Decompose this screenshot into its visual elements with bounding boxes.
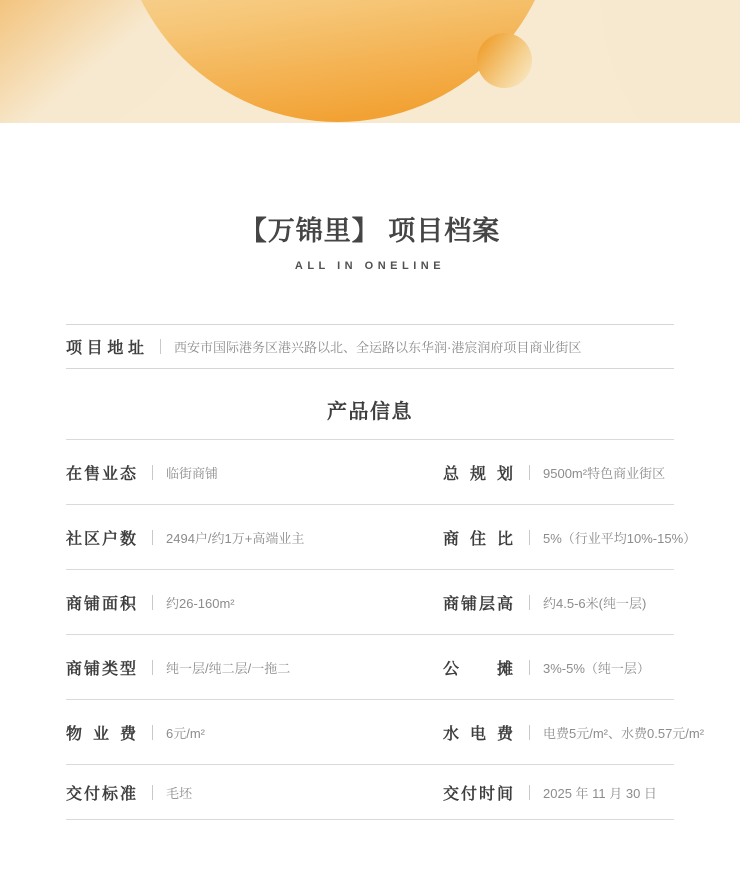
info-value: 约26-160m²: [166, 595, 235, 611]
info-row-delivery: [66, 764, 674, 820]
info-label: 总规划: [443, 465, 513, 483]
section-title: 产品信息: [327, 401, 413, 423]
info-label: 商铺类型: [66, 660, 136, 678]
info-cell: [443, 656, 674, 679]
field-divider: [529, 530, 530, 545]
info-cell: [443, 721, 705, 744]
page-subtitle: ALL IN ONELINE: [294, 260, 446, 272]
info-label: 物业费: [66, 725, 136, 743]
info-label: 交付标准: [66, 785, 136, 803]
field-divider: [529, 785, 530, 800]
address-row: [66, 324, 674, 369]
address-value: 西安市国际港务区港兴路以北、全运路以东华润·港宸润府项目商业街区: [174, 340, 582, 355]
info-cell: [66, 461, 443, 484]
field-divider: [152, 465, 153, 480]
info-label: 社区户数: [66, 530, 136, 548]
info-label: 水电费: [443, 725, 513, 743]
info-value: 约4.5-6米(纯一层): [543, 595, 647, 611]
page-title: 【万锦里】 项目档案: [239, 216, 501, 246]
info-cell: [66, 656, 443, 679]
address-divider: [160, 339, 161, 354]
field-divider: [152, 595, 153, 610]
field-divider: [529, 660, 530, 675]
info-value: 2025 年 11 月 30 日: [543, 785, 657, 801]
info-value: 6元/m²: [166, 725, 206, 741]
info-label: 商铺层高: [443, 595, 513, 613]
address-label: 项目地址: [66, 340, 144, 357]
info-value: 3%-5%（纯一层）: [543, 660, 650, 676]
banner-blob-right: [600, 0, 740, 123]
info-cell: [443, 461, 674, 484]
field-divider: [529, 465, 530, 480]
info-row-business: [66, 439, 674, 504]
info-cell: [443, 526, 697, 549]
info-value: 临街商铺: [166, 465, 219, 481]
info-row-area: [66, 569, 674, 634]
info-cell: [66, 781, 443, 804]
info-row-households: [66, 504, 697, 569]
info-label: 商住比: [443, 530, 513, 548]
info-row-type: [66, 634, 674, 699]
info-value: 电费5元/m²、水费0.57元/m²: [543, 725, 705, 741]
field-divider: [152, 530, 153, 545]
info-label: 在售业态: [66, 465, 136, 483]
info-table: [66, 439, 705, 820]
info-value: 毛坯: [166, 785, 193, 801]
field-divider: [152, 660, 153, 675]
field-divider: [152, 725, 153, 740]
info-cell: [443, 781, 674, 804]
info-label: 公摊: [443, 660, 513, 678]
info-label: 商铺面积: [66, 595, 136, 613]
info-cell: [443, 591, 674, 614]
info-value: 5%（行业平均10%-15%）: [543, 530, 697, 546]
banner: [0, 0, 740, 123]
info-cell: [66, 721, 443, 744]
field-divider: [152, 785, 153, 800]
info-cell: [66, 591, 443, 614]
info-label: 交付时间: [443, 785, 513, 803]
info-value: 纯一层/纯二层/一拖二: [166, 660, 291, 676]
info-row-fees: [66, 699, 705, 764]
banner-sphere: [477, 33, 532, 88]
info-cell: [66, 526, 443, 549]
field-divider: [529, 725, 530, 740]
field-divider: [529, 595, 530, 610]
info-value: 2494户/约1万+高端业主: [166, 530, 305, 546]
info-value: 9500m²特色商业街区: [543, 465, 666, 481]
